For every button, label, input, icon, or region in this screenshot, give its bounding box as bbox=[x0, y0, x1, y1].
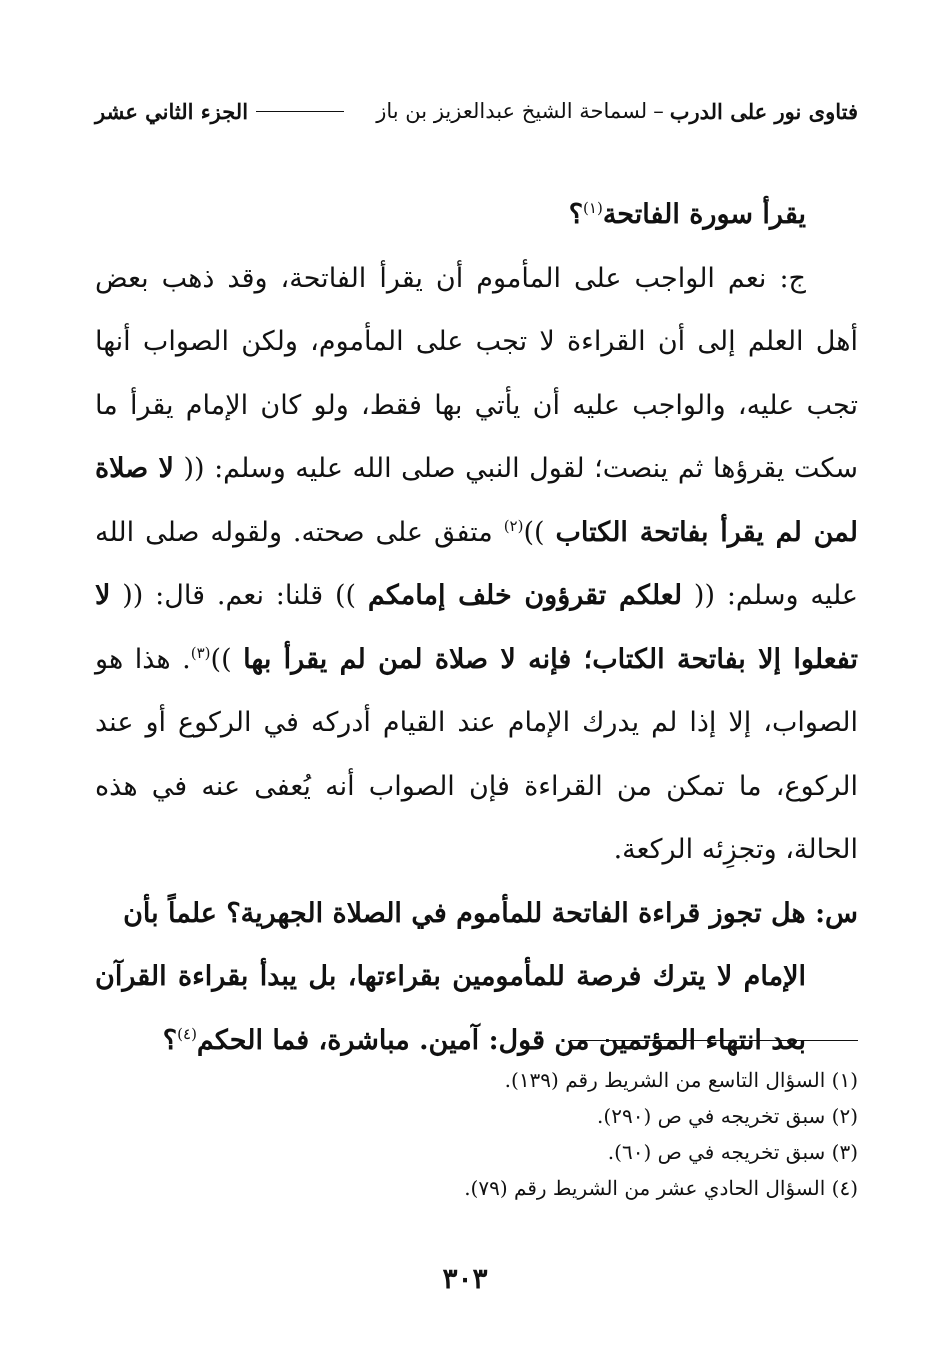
body-text bbox=[95, 183, 858, 1072]
question-end-mark: ؟ bbox=[162, 1024, 178, 1056]
answer-text-1: ج: نعم الواجب على المأموم أن يقرأ الفاتحة، وقد ذهب بعض أهل العلم إلى أن القراءة لا تجب على المأموم، ولكن الصواب أنها تجب عليه، والواجب عليه أن يأتي بها فقط، ولو كان الإمام يقرأ ما سكت يقرؤها ثم ينصت؛ لقول النبي صلى الله عليه وسلم: (( bbox=[95, 262, 858, 484]
footnote-ref-2: (٢) bbox=[503, 516, 524, 535]
answer-text-3: متفق على صحته. ولقوله صلى الله عليه وسلم: (( bbox=[95, 516, 859, 611]
question-rest-text: الإمام لا يترك فرصة للمأمومين بقراءتها، بل يبدأ بقراءة القرآن بعد انتهاء المؤتمين من قول: آمين. مباشرة، فما الحكم bbox=[95, 961, 806, 1056]
footnote-4: (٤) السؤال الحادي عشر من الشريط رقم (٧٩). bbox=[464, 1176, 858, 1200]
question-continuation-text: يقرأ سورة الفاتحة bbox=[602, 199, 806, 230]
author-name: لسماحة الشيخ عبدالعزيز بن باز bbox=[376, 99, 648, 123]
header-volume-group bbox=[95, 99, 352, 124]
hadith-quote-2: لعلكم تقرؤون خلف إمامكم bbox=[367, 580, 683, 611]
question-rest bbox=[95, 945, 858, 1072]
hadith-quote-3: لا تفعلوا إلا بفاتحة الكتاب؛ فإنه لا صلاة لمن لم يقرأ بها bbox=[95, 580, 858, 675]
footnote-ref-4: (٤) bbox=[177, 1024, 197, 1043]
header-dash: – bbox=[653, 99, 664, 123]
question-mark: ؟ bbox=[568, 199, 584, 230]
volume-label: الجزء الثاني عشر bbox=[95, 98, 249, 124]
footnote-ref-1: (١) bbox=[583, 199, 603, 217]
answer-text-6: . هذا هو الصواب، إلا إذا لم يدرك الإمام عند القيام أدركه في الركوع أو عند الركوع، ما تمكن من القراءة فإن الصواب أنه يُعفى عنه في هذه الحالة، وتجزِئه الركعة. bbox=[95, 643, 858, 865]
answer-text-2: )) bbox=[523, 516, 545, 548]
page-number: ٣٠٣ bbox=[442, 1262, 488, 1295]
footnote-3: (٣) سبق تخريجه في ص (٦٠). bbox=[607, 1140, 858, 1164]
running-header bbox=[95, 96, 858, 126]
answer-paragraph bbox=[95, 247, 858, 882]
question-continuation bbox=[95, 183, 858, 247]
hadith-quote-1: لا صلاة لمن لم يقرأ بفاتحة الكتاب bbox=[95, 453, 858, 548]
header-rule bbox=[256, 111, 344, 112]
answer-text-5: )) bbox=[210, 643, 232, 675]
footnote-2: (٢) سبق تخريجه في ص (٢٩٠). bbox=[597, 1104, 858, 1128]
question-first-line: س: هل تجوز قراءة الفاتحة للمأموم في الصلاة الجهرية؟ علماً بأن bbox=[123, 897, 858, 929]
footnote-1: (١) السؤال التاسع من الشريط رقم (١٣٩). bbox=[504, 1068, 858, 1092]
footnote-ref-3: (٣) bbox=[190, 643, 211, 662]
footnotes bbox=[95, 1062, 858, 1206]
book-title: فتاوى نور على الدرب bbox=[669, 98, 858, 124]
answer-text-4: )) قلنا: نعم. قال: (( bbox=[122, 580, 357, 611]
question-paragraph bbox=[95, 882, 858, 1073]
header-title-group bbox=[376, 99, 858, 124]
footnote-separator bbox=[570, 1040, 858, 1041]
